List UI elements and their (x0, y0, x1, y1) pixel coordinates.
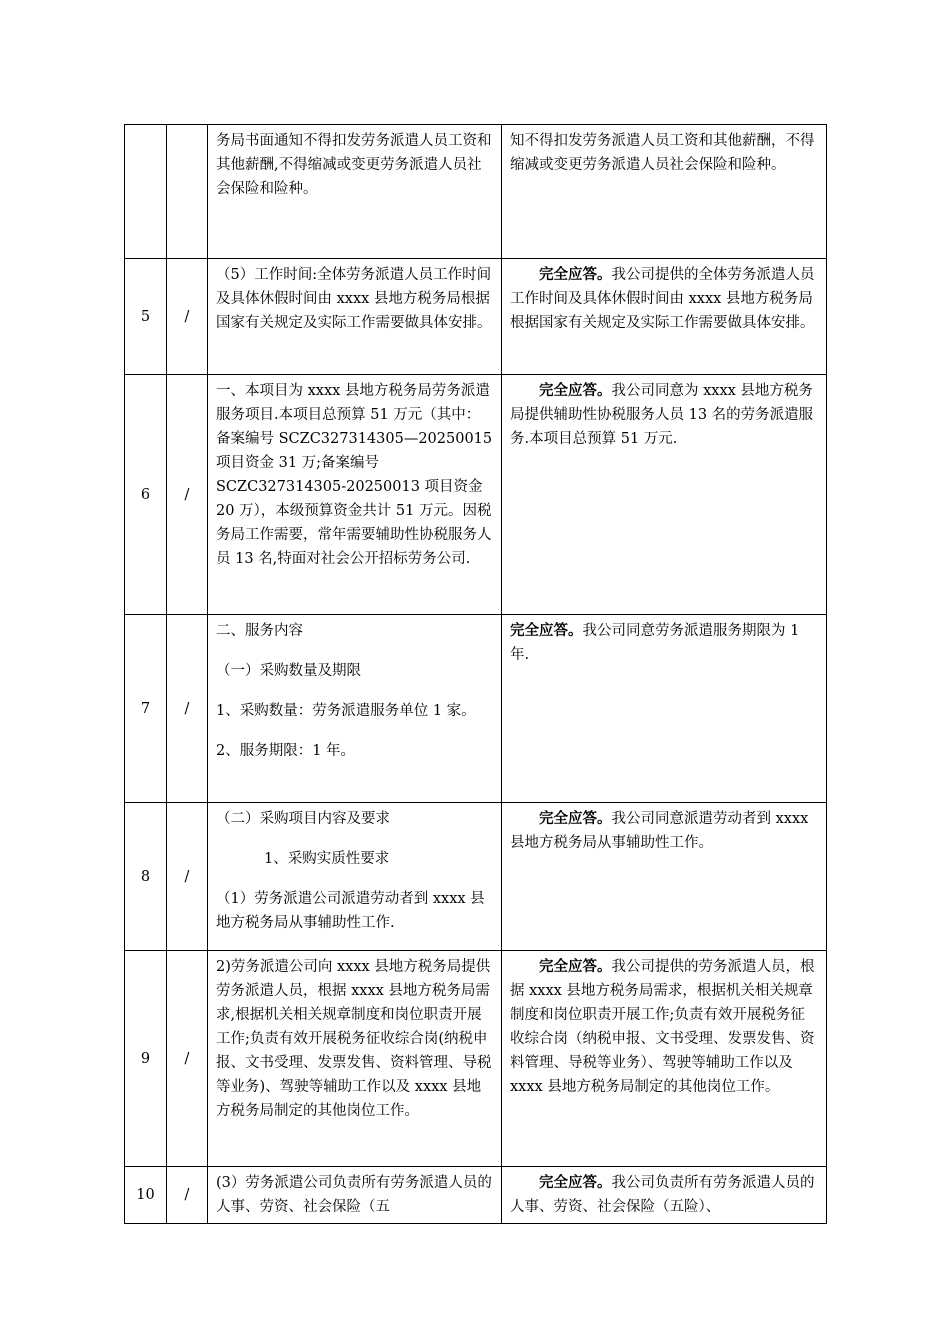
requirement-text: (3）劳务派遣公司负责所有劳务派遣人员的人事、劳资、社会保险（五 (216, 1175, 492, 1215)
answer-cell (502, 951, 827, 1167)
answer-status: 完全应答。 (539, 383, 612, 399)
row-number: 9 (125, 951, 167, 1167)
requirement-cell (208, 951, 502, 1167)
row-number: 8 (125, 803, 167, 951)
table-row (125, 125, 827, 259)
table-row (125, 1167, 827, 1224)
answer-cell (502, 1167, 827, 1224)
answer-cell (502, 615, 827, 803)
answer-cell (502, 125, 827, 259)
requirement-cell (208, 803, 502, 951)
answer-status: 完全应答。 (539, 959, 612, 975)
row-mark: / (167, 1167, 208, 1224)
answer-text: 我公司负责所有劳务派遣人员的人事、劳资、社会保险（五险）、 (510, 1175, 815, 1215)
row-number: 6 (125, 375, 167, 615)
requirement-cell (208, 615, 502, 803)
row-mark: / (167, 951, 208, 1167)
row-number: 7 (125, 615, 167, 803)
table-row (125, 615, 827, 803)
answer-cell (502, 803, 827, 951)
requirement-text: 务局书面通知不得扣发劳务派遣人员工资和其他薪酬,不得缩减或变更劳务派遣人员社会保险和险种。 (216, 133, 492, 197)
row-mark (167, 125, 208, 259)
requirement-cell (208, 375, 502, 615)
requirement-text: 2、服务期限：1 年。 (216, 743, 356, 759)
row-mark: / (167, 615, 208, 803)
answer-text: 我公司提供的劳务派遣人员，根据 xxxx 县地方税务局需求，根据机关相关规章制度和岗位职责开展工作;负责有效开展税务征收综合岗（纳税申报、文书受理、发票发售、资料管理、导税等业务）、驾驶等辅助工作以及 xxxx 县地方税务局制定的其他岗位工作。 (510, 959, 815, 1095)
requirement-text: （5）工作时间:全体劳务派遣人员工作时间及具体休假时间由 xxxx 县地方税务局根据国家有关规定及实际工作需要做具体安排。 (216, 267, 492, 331)
row-number (125, 125, 167, 259)
table-row (125, 259, 827, 375)
table-row (125, 951, 827, 1167)
response-table (124, 124, 827, 1224)
answer-cell (502, 375, 827, 615)
answer-text: 我公司同意劳务派遣服务期限为 1 年. (510, 623, 800, 663)
answer-status: 完全应答。 (539, 1175, 612, 1191)
requirement-text: 1、采购数量：劳务派遣服务单位 1 家。 (216, 703, 476, 719)
row-number: 10 (125, 1167, 167, 1224)
requirement-text: 2)劳务派遣公司向 xxxx 县地方税务局提供劳务派遣人员，根据 xxxx 县地方税务局需求,根据机关相关规章制度和岗位职责开展工作;负责有效开展税务征收综合岗(纳税申报、文书受理、发票发售、资料管理、导税等业务)、驾驶等辅助工作以及 xxxx 县地方税务局制定的其他岗位工作。 (216, 959, 492, 1119)
requirement-text: 二、服务内容 (216, 623, 303, 639)
row-mark: / (167, 375, 208, 615)
answer-text: 我公司同意为 xxxx 县地方税务局提供辅助性协税服务人员 13 名的劳务派遣服务.本项目总预算 51 万元. (510, 383, 814, 447)
requirement-cell (208, 259, 502, 375)
answer-status: 完全应答。 (539, 811, 612, 827)
answer-status: 完全应答。 (510, 623, 583, 639)
requirement-cell (208, 1167, 502, 1224)
answer-text: 我公司提供的全体劳务派遣人员工作时间及具体休假时间由 xxxx 县地方税务局根据国家有关规定及实际工作需要做具体安排。 (510, 267, 815, 331)
row-mark: / (167, 259, 208, 375)
row-number: 5 (125, 259, 167, 375)
requirement-text: （1）劳务派遣公司派遣劳动者到 xxxx 县地方税务局从事辅助性工作. (216, 891, 485, 931)
answer-text: 我公司同意派遣劳动者到 xxxx 县地方税务局从事辅助性工作。 (510, 811, 809, 851)
requirement-text: （二）采购项目内容及要求 (216, 811, 390, 827)
answer-text: 知不得扣发劳务派遣人员工资和其他薪酬，不得缩减或变更劳务派遣人员社会保险和险种。 (510, 133, 815, 173)
table-row (125, 375, 827, 615)
requirement-text: （一）采购数量及期限 (216, 663, 361, 679)
row-mark: / (167, 803, 208, 951)
requirement-text: 一、本项目为 xxxx 县地方税务局劳务派遣服务项目.本项目总预算 51 万元（其中：备案编号 SCZC327314305—20250015 项目资金 31 万;备案编号 SCZC327314305-20250013 项目资金 20 万），本级预算资金共计 51 万元。因税务局工作需要，常年需要辅助性协税服务人员 13 名,特面对社会公开招标劳务公司. (216, 383, 493, 567)
answer-cell (502, 259, 827, 375)
answer-status: 完全应答。 (539, 267, 612, 283)
requirement-cell (208, 125, 502, 259)
requirement-text: 1、采购实质性要求 (264, 851, 390, 867)
table-row (125, 803, 827, 951)
